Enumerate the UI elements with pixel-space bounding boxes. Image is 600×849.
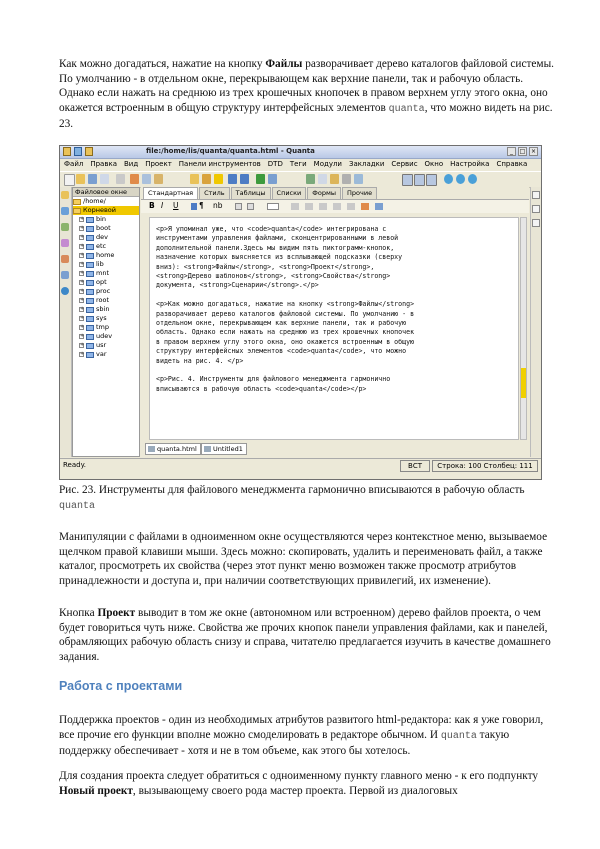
tree-folder[interactable] bbox=[73, 278, 139, 287]
paragraph-project-support bbox=[59, 713, 557, 759]
code-line: вписываются в рабочую область <code>quanta</code></p> bbox=[156, 384, 367, 393]
folder-label: dev bbox=[96, 233, 108, 241]
break-icon[interactable] bbox=[235, 203, 242, 210]
folder-icon bbox=[86, 226, 94, 232]
paragraph-button[interactable]: ¶ bbox=[199, 201, 204, 210]
folder-label: etc bbox=[96, 242, 107, 250]
doc-tab-quanta[interactable] bbox=[145, 443, 201, 455]
folder-icon bbox=[86, 352, 94, 358]
folder-label: udev bbox=[96, 332, 113, 340]
menu-tags[interactable]: Теги bbox=[289, 160, 307, 168]
editor-scrollbar[interactable] bbox=[520, 217, 527, 440]
path-label: /home/ bbox=[83, 197, 106, 205]
templates-icon[interactable] bbox=[61, 223, 69, 231]
tree-folder[interactable] bbox=[73, 305, 139, 314]
expand-icon[interactable]: + bbox=[80, 351, 85, 357]
menu-tools[interactable]: Сервис bbox=[391, 160, 418, 168]
menu-view[interactable]: Вид bbox=[123, 160, 139, 168]
folder-icon bbox=[73, 199, 81, 205]
text-run: Как можно догадаться, нажатие на кнопку bbox=[59, 58, 266, 70]
expand-icon[interactable]: + bbox=[80, 297, 85, 303]
files-panel bbox=[72, 187, 140, 457]
tree-root[interactable] bbox=[73, 206, 139, 215]
italic-button[interactable]: I bbox=[161, 201, 164, 210]
expand-icon[interactable]: + bbox=[80, 216, 85, 222]
indent-icon[interactable] bbox=[347, 203, 355, 210]
expand-icon[interactable]: + bbox=[80, 270, 85, 276]
expand-icon[interactable]: + bbox=[80, 342, 85, 348]
folder-icon bbox=[86, 289, 94, 295]
section-heading: Работа с проектами bbox=[59, 679, 183, 693]
folder-icon bbox=[86, 307, 94, 313]
code-term: quanta bbox=[440, 730, 477, 742]
status-insert-mode: ВСТ bbox=[400, 460, 430, 472]
folder-label: sys bbox=[96, 314, 107, 322]
expand-icon[interactable]: + bbox=[80, 225, 85, 231]
document-icon bbox=[148, 446, 155, 452]
split-view-icon[interactable] bbox=[402, 174, 413, 186]
files-icon[interactable] bbox=[61, 191, 69, 199]
menu-dtd[interactable]: DTD bbox=[267, 160, 283, 168]
menu-edit[interactable]: Правка bbox=[90, 160, 117, 168]
folder-icon bbox=[86, 298, 94, 304]
print-icon[interactable] bbox=[116, 174, 125, 184]
open-icon[interactable] bbox=[76, 174, 85, 184]
align-right-icon[interactable] bbox=[319, 203, 327, 210]
folder-label: usr bbox=[96, 341, 107, 349]
heading-select[interactable] bbox=[267, 203, 279, 210]
tree-folder[interactable] bbox=[73, 323, 139, 332]
code-line: дополнительной панели.Здесь мы видим пять пиктограмм-кнопок, bbox=[156, 243, 395, 252]
image-icon[interactable] bbox=[330, 174, 339, 184]
nbsp-button[interactable]: nb bbox=[213, 201, 223, 210]
documentation-icon[interactable] bbox=[532, 191, 540, 199]
folder-label: proc bbox=[96, 287, 111, 295]
refresh-icon[interactable] bbox=[468, 174, 477, 184]
expand-icon[interactable]: + bbox=[80, 252, 85, 258]
project-open-icon[interactable] bbox=[190, 174, 199, 184]
expand-icon[interactable]: + bbox=[80, 279, 85, 285]
save-icon[interactable] bbox=[88, 174, 97, 184]
project-icon[interactable] bbox=[61, 207, 69, 215]
menu-bookmarks[interactable]: Закладки bbox=[348, 160, 385, 168]
paragraph-create-project bbox=[59, 769, 557, 798]
attributes-icon[interactable] bbox=[532, 205, 540, 213]
folder-label: home bbox=[96, 251, 115, 259]
folder-label: boot bbox=[96, 224, 111, 232]
folder-icon bbox=[85, 147, 93, 156]
folder-label: mnt bbox=[96, 269, 109, 277]
code-line: назначение которых выясняется из всплывающей подсказки (сверху bbox=[156, 253, 403, 262]
tree-folder[interactable] bbox=[73, 296, 139, 305]
menu-plugins[interactable]: Модули bbox=[313, 160, 342, 168]
code-term: quanta bbox=[59, 500, 96, 512]
doc-tab-label: Untitled1 bbox=[213, 445, 243, 453]
folder-label: var bbox=[96, 350, 107, 358]
folder-icon bbox=[86, 271, 94, 277]
tree-folder[interactable] bbox=[73, 251, 139, 260]
window-title: file:/home/lis/quanta/quanta.html - Quanta bbox=[146, 147, 315, 155]
code-line: в правом верхнем углу этого окна, оно окажется встроенным в общую bbox=[156, 337, 415, 346]
folder-icon bbox=[86, 343, 94, 349]
text-run: такую поддержку обеспечивает - хотя и не в том объеме, как этого бы хотелось. bbox=[59, 728, 510, 758]
document-tabs bbox=[141, 442, 529, 454]
status-cursor-position: Строка: 100 Столбец: 111 bbox=[432, 460, 538, 472]
upload-icon[interactable] bbox=[214, 174, 223, 184]
browser-icon[interactable] bbox=[456, 174, 465, 184]
structure-tree-icon[interactable] bbox=[532, 219, 540, 227]
folder-icon bbox=[86, 280, 94, 286]
tab-tables[interactable]: Таблицы bbox=[231, 187, 271, 199]
code-line: <strong>Дерево шаблонов</strong>, <strong>Свойства</strong> bbox=[156, 272, 391, 281]
cut-icon[interactable] bbox=[130, 174, 139, 184]
code-term: quanta bbox=[388, 103, 425, 115]
menu-project[interactable]: Проект bbox=[145, 160, 172, 168]
menu-window[interactable]: Окно bbox=[424, 160, 444, 168]
folder-label: sbin bbox=[96, 305, 110, 313]
text-run: выводит в том же окне (автономном или встроенном) дерево файлов проекта, о чем будет говориться чуть ниже. Свойства же прочих кнопок панели управления файлами, как и панелей, обрамляющих рабочую область снизу и справа, читателю предлагается изучить в качестве домашнего задания. bbox=[59, 607, 551, 663]
table-icon[interactable] bbox=[342, 174, 351, 184]
bold-term: Проект bbox=[97, 607, 136, 619]
align-left-icon[interactable] bbox=[291, 203, 299, 210]
undo-icon[interactable] bbox=[228, 174, 237, 184]
folder-icon bbox=[86, 253, 94, 259]
comment-icon[interactable] bbox=[375, 203, 383, 210]
tree-folder[interactable] bbox=[73, 314, 139, 323]
tree-folder[interactable] bbox=[73, 269, 139, 278]
menu-help[interactable]: Справка bbox=[496, 160, 528, 168]
tree-folder[interactable] bbox=[73, 332, 139, 341]
code-blank-line bbox=[156, 366, 514, 375]
copy-icon[interactable] bbox=[142, 174, 151, 184]
scripts-icon[interactable] bbox=[61, 255, 69, 263]
code-line: <p>Как можно догадаться, нажатие на кнопку <strong>Файлы</strong> bbox=[156, 300, 415, 309]
align-justify-icon[interactable] bbox=[333, 203, 341, 210]
root-label: Корневой bbox=[83, 206, 116, 214]
expand-icon[interactable]: + bbox=[80, 261, 85, 267]
folder-icon bbox=[86, 316, 94, 322]
folder-icon bbox=[86, 217, 94, 223]
folder-label: tmp bbox=[96, 323, 110, 331]
text-run: Для создания проекта следует обратиться с одноименному пункту главного меню - к его подпункту bbox=[59, 770, 539, 782]
files-path-row[interactable] bbox=[73, 197, 139, 206]
structure-icon[interactable] bbox=[61, 271, 69, 279]
expand-icon[interactable]: + bbox=[80, 234, 85, 240]
code-line: область. Однако если нажать на среднюю из трех крошечных кнопочек bbox=[156, 328, 415, 337]
status-ready: Ready. bbox=[63, 461, 86, 469]
expand-icon[interactable]: + bbox=[80, 288, 85, 294]
upload-arrow-icon[interactable] bbox=[268, 174, 277, 184]
paragraph-files-button bbox=[59, 57, 557, 132]
tree-folder[interactable] bbox=[73, 215, 139, 224]
bold-button[interactable]: B bbox=[149, 201, 155, 210]
folder-icon bbox=[86, 235, 94, 241]
code-line: документа, <strong>Сценарии</strong>.</p> bbox=[156, 281, 319, 290]
wysiwyg-view-icon[interactable] bbox=[426, 174, 437, 186]
status-bar bbox=[60, 458, 541, 472]
tree-folder[interactable] bbox=[73, 224, 139, 233]
code-line: вниз): <strong>Файлы</strong>, <strong>Проект</strong>, bbox=[156, 262, 375, 271]
properties-icon[interactable] bbox=[61, 239, 69, 247]
tree-folder[interactable] bbox=[73, 287, 139, 296]
folder-icon bbox=[73, 208, 81, 214]
underline-button[interactable]: U bbox=[173, 201, 179, 210]
folder-icon bbox=[86, 325, 94, 331]
folder-icon bbox=[86, 244, 94, 250]
expand-icon[interactable]: + bbox=[80, 315, 85, 321]
figure-caption bbox=[59, 483, 557, 514]
doc-tab-untitled[interactable] bbox=[201, 443, 247, 455]
tree-folder[interactable] bbox=[73, 242, 139, 251]
paragraph-file-manipulation: Манипуляции с файлами в одноименном окне осуществляются через контекстное меню, вызываемое щелчком правой клавиши мыши. Здесь можно: скопировать, удалить и переименовать файл, а также каталог, просмотреть их свойства (через этот пункт меню возможен также просмотр атрибутов принадлежности и доступа и, при наличии соответствующих привилегий, их изменение). bbox=[59, 531, 548, 587]
menu-toolbars[interactable]: Панели инструментов bbox=[178, 160, 261, 168]
document-icon bbox=[204, 446, 211, 452]
main-toolbar bbox=[60, 171, 541, 188]
project-save-icon[interactable] bbox=[202, 174, 211, 184]
maximize-button[interactable]: □ bbox=[519, 148, 526, 155]
window-controls bbox=[507, 147, 538, 156]
quanta-screenshot bbox=[59, 145, 542, 480]
code-line: разворачивает дерево каталогов файловой системы. По умолчанию - в bbox=[156, 309, 415, 318]
tree-folder[interactable] bbox=[73, 233, 139, 242]
right-sidebar-strip bbox=[530, 187, 542, 457]
doc-icon[interactable] bbox=[61, 287, 69, 295]
close-button[interactable]: × bbox=[530, 148, 537, 155]
scrollbar-thumb[interactable] bbox=[521, 368, 526, 398]
check-icon[interactable] bbox=[256, 174, 265, 184]
text-run: , вызывающему своего рода мастер проекта. Первой из диалоговых bbox=[132, 784, 458, 797]
code-line: структуру интерфейсных элементов <code>quanta</code>, что можно bbox=[156, 347, 407, 356]
tree-folder[interactable] bbox=[73, 260, 139, 269]
expand-icon[interactable]: + bbox=[80, 306, 85, 312]
text-run: Кнопка bbox=[59, 607, 98, 619]
expand-icon[interactable]: + bbox=[80, 333, 85, 339]
undo-arrow-icon[interactable] bbox=[191, 203, 197, 210]
code-line: отдельном окне, перекрывающем как верхние панели, так и рабочую bbox=[156, 319, 407, 328]
text-run: Поддержка проектов - один из необходимых атрибутов развитого html-редактора: как я уже говорил, все прочие его функции вполне можно смоделировать в редакторе обычном. И bbox=[59, 714, 544, 741]
menu-bar bbox=[60, 159, 541, 170]
minimize-button[interactable]: _ bbox=[507, 147, 516, 156]
code-blank-line bbox=[156, 291, 514, 300]
expand-icon[interactable]: + bbox=[80, 243, 85, 249]
new-file-icon[interactable] bbox=[64, 174, 75, 186]
left-sidebar-strip bbox=[60, 187, 72, 457]
menu-file[interactable]: Файл bbox=[64, 160, 84, 168]
doc-tab-label: quanta.html bbox=[157, 445, 197, 453]
paragraph-project-button bbox=[59, 606, 557, 664]
code-line: <p>Я упоминал уже, что <code>quanta</code> интегрирована с bbox=[156, 225, 387, 233]
tab-standard[interactable]: Стандартная bbox=[143, 187, 198, 199]
tab-style[interactable]: Стиль bbox=[199, 187, 230, 199]
code-editor[interactable] bbox=[149, 217, 519, 440]
code-line: <p>Рис. 4. Инструменты для файлового менеджмента гармонично bbox=[156, 375, 391, 384]
bold-term: Файлы bbox=[265, 58, 303, 70]
link-icon[interactable] bbox=[354, 174, 363, 184]
folder-label: opt bbox=[96, 278, 107, 286]
color-icon[interactable] bbox=[361, 203, 369, 210]
format-toolbar bbox=[141, 199, 529, 213]
save-as-icon[interactable] bbox=[100, 174, 109, 184]
tree-folder[interactable] bbox=[73, 341, 139, 350]
text-run: , что можно видеть на рис. 23. bbox=[59, 101, 553, 131]
toolbar-tabs bbox=[141, 187, 529, 199]
expand-icon[interactable]: + bbox=[80, 324, 85, 330]
source-view-icon[interactable] bbox=[414, 174, 425, 186]
pin-icon bbox=[74, 147, 82, 156]
tab-lists[interactable]: Списки bbox=[272, 187, 307, 199]
code-line: инструментами управления файлами, сконцентрированными в левой bbox=[156, 234, 399, 243]
tab-other[interactable]: Прочие bbox=[342, 187, 377, 199]
app-icon bbox=[63, 147, 71, 156]
tab-forms[interactable]: Формы bbox=[307, 187, 341, 199]
folder-icon bbox=[86, 262, 94, 268]
titlebar-icons bbox=[63, 147, 93, 156]
folder-label: lib bbox=[96, 260, 104, 268]
folder-label: bin bbox=[96, 215, 107, 223]
window-titlebar bbox=[60, 146, 541, 159]
tag-icon[interactable] bbox=[318, 174, 327, 184]
globe-icon[interactable] bbox=[444, 174, 453, 184]
tree-folder[interactable] bbox=[73, 350, 139, 359]
paste-icon[interactable] bbox=[154, 174, 163, 184]
editor-pane bbox=[141, 187, 529, 457]
menu-settings[interactable]: Настройка bbox=[450, 160, 490, 168]
rule-icon[interactable] bbox=[247, 203, 254, 210]
redo-icon[interactable] bbox=[240, 174, 249, 184]
text-run: разворачивает дерево каталогов файловой системы. По умолчанию - в отдельном окне, перекрывающем как верхние панели, так и рабочую область. Однако если нажать на среднюю из трех крошечных кнопочек в правом верхнем углу этого окна, оно окажется встроенным в общую структуру интерфейсных элементов bbox=[59, 58, 554, 114]
bold-term: Новый проект bbox=[59, 784, 133, 797]
folder-label: root bbox=[96, 296, 110, 304]
preview-icon[interactable] bbox=[306, 174, 315, 184]
caption-text: Рис. 23. Инструменты для файлового менеджмента гармонично вписываются в рабочую область bbox=[59, 484, 525, 496]
folder-icon bbox=[86, 334, 94, 340]
code-line: видеть на рис. 4. </p> bbox=[156, 356, 244, 365]
files-panel-header: Файловое окне bbox=[73, 188, 139, 197]
align-center-icon[interactable] bbox=[305, 203, 313, 210]
